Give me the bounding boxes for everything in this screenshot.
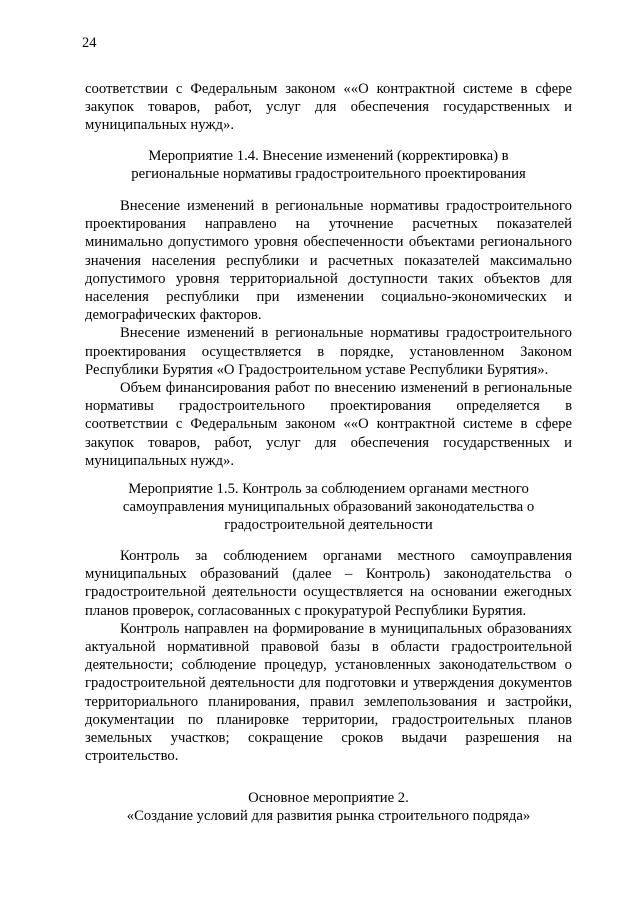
section-2-title-line: «Создание условий для развития рынка строительного подряда»	[126, 808, 531, 825]
intro-paragraph-block	[85, 80, 572, 135]
section-1-4-title	[85, 147, 572, 183]
paragraph: Внесение изменений в региональные нормативы градостроительного проектирования осуществляется в порядке, установленном Законом Республики Бурятия «О Градостроительном уставе Республики Бурятия».	[85, 325, 572, 378]
intro-paragraph: соответствии с Федеральным законом ««О контрактной системе в сфере закупок товаров, работ, услуг для обеспечения государственных и муниципальных нужд».	[85, 81, 572, 134]
section-1-5-title	[85, 480, 572, 535]
paragraph: Объем финансирования работ по внесению изменений в региональные нормативы градостроительного проектирования определяется в соответствии с Федеральным законом ««О контрактной системе в сфере закупок товаров, работ, услуг для обеспечения государственных и муниципальных нужд».	[85, 380, 572, 469]
paragraph: Контроль за соблюдением органами местного самоуправления муниципальных образований (далее – Контроль) законодательства о градостроительной деятельности осуществляется на основании ежегодных планов проверок, согласованных с прокуратурой Республики Бурятия.	[85, 548, 572, 619]
section-1-4-title-line: региональные нормативы градостроительного проектирования	[131, 166, 526, 183]
section-1-5-title-line: самоуправления муниципальных образований законодательства о	[122, 499, 535, 516]
section-1-4-title-line: Мероприятие 1.4. Внесение изменений (корректировка) в	[148, 148, 509, 164]
section-1-5-body	[85, 547, 572, 765]
section-1-4-body	[85, 197, 572, 470]
section-1-5-title-line: Мероприятие 1.5. Контроль за соблюдением органами местного	[128, 481, 529, 497]
paragraph: Внесение изменений в региональные нормативы градостроительного проектирования направлено на уточнение расчетных показателей минимально допустимого уровня обеспеченности объектами регионального значения населения республики и расчетных показателей максимально допустимого уровня территориальной доступности таких объектов для населения республики при изменении социально-экономических и демографических факторов.	[85, 198, 572, 324]
section-2-title	[85, 789, 572, 825]
page-number: 24	[82, 35, 97, 51]
section-2-title-line: Основное мероприятие 2.	[248, 790, 409, 806]
paragraph: Контроль направлен на формирование в муниципальных образованиях актуальной нормативной правовой базы в области градостроительной деятельности; соблюдение процедур, установленных законодательством о градостроительной деятельности для подготовки и утверждения документов территориального планирования, правил землепользования и застройки, документации по планировке территории, градостроительных планов земельных участков; сокращение сроков выдачи разрешения на строительство.	[85, 620, 572, 765]
section-1-5-title-line: градостроительной деятельности	[224, 517, 433, 534]
